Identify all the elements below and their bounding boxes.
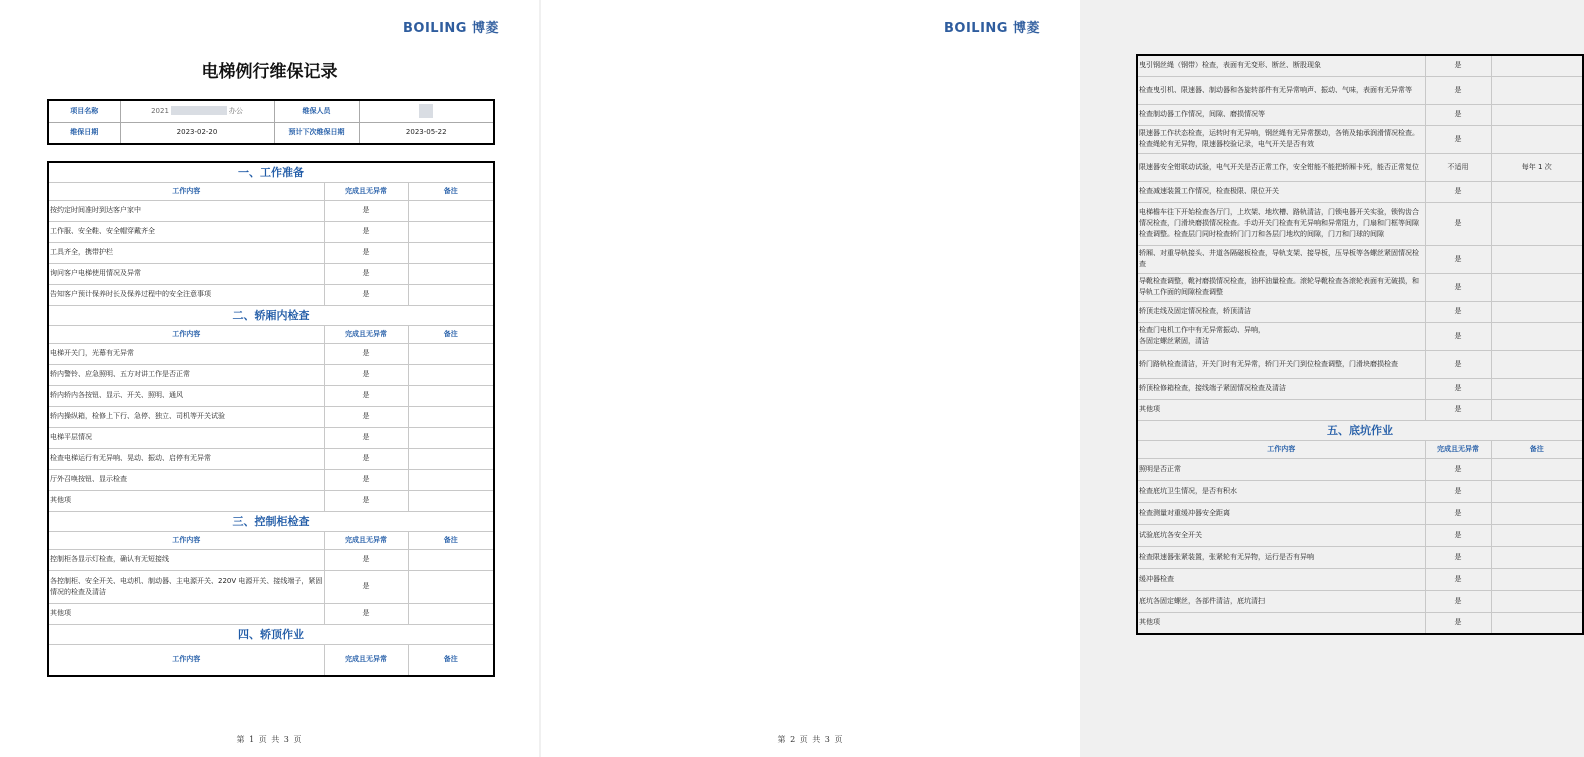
row-result: 是 [1425, 502, 1491, 524]
row-result: 是 [324, 603, 408, 624]
row-result: 是 [324, 200, 408, 221]
row-result: 是 [1425, 399, 1491, 420]
row-note [408, 448, 494, 469]
row-result: 是 [324, 242, 408, 263]
row-note [1491, 546, 1583, 568]
document-page-1 [0, 0, 539, 757]
row-item: 检查测量对重缓冲器安全距离 [1137, 502, 1425, 524]
row-note [408, 343, 494, 364]
result-header: 完成且无异常 [324, 531, 408, 549]
row-item: 轿内警铃、应急照明、五方对讲工作是否正常 [48, 364, 324, 385]
row-result: 不适用 [1425, 153, 1491, 181]
row-result: 是 [324, 385, 408, 406]
table-row [1137, 399, 1583, 420]
row-item: 检查门电机工作中有无异常振动、异响， 各固定螺丝紧固，清洁 [1137, 322, 1425, 350]
note-header: 备注 [1491, 440, 1583, 458]
row-result: 是 [1425, 104, 1491, 125]
maintenance-table-page1 [47, 161, 495, 677]
table-row [48, 263, 494, 284]
table-row [1137, 546, 1583, 568]
section-title-row [48, 624, 494, 644]
row-note [1491, 590, 1583, 612]
row-note [408, 570, 494, 603]
row-item: 底坑各固定螺丝，各部件清洁，底坑清扫 [1137, 590, 1425, 612]
row-item: 控制柜各显示灯检查，确认有无短接线 [48, 549, 324, 570]
section-title-row [1137, 420, 1583, 440]
row-note [1491, 181, 1583, 202]
content-header: 工作内容 [48, 531, 324, 549]
row-item: 其他项 [1137, 399, 1425, 420]
row-result: 是 [1425, 301, 1491, 322]
row-item: 检查限速器张紧装置，张紧轮有无异物，运行是否有异响 [1137, 546, 1425, 568]
row-note [408, 549, 494, 570]
table-row [1137, 590, 1583, 612]
row-result: 是 [1425, 55, 1491, 76]
table-row [48, 603, 494, 624]
row-result: 是 [1425, 181, 1491, 202]
row-result: 是 [324, 284, 408, 305]
table-row [1137, 350, 1583, 378]
table-row [48, 385, 494, 406]
row-note [408, 284, 494, 305]
row-item: 电梯檐车往下开始检查各厅门，上坎架、地坎槽、路轨清洁，门锁电器开关实验，锁钩齿合情况检查，门滑块磨损情况检查。手动开关门检查有无异响和异常阻力，门扇和门框等间隙检查调整。检查层门同时检查轿门门刀和各层门地坎的间隙，门刀和门球的间隙 [1137, 202, 1425, 245]
content-header: 工作内容 [1137, 440, 1425, 458]
table-row [1137, 55, 1583, 76]
row-item: 检查底坑卫生情况，是否有积水 [1137, 480, 1425, 502]
staff-value [359, 100, 494, 122]
row-result: 是 [324, 221, 408, 242]
result-header: 完成且无异常 [324, 644, 408, 676]
row-note [1491, 524, 1583, 546]
row-item: 轿顶检修箱检查，接线端子紧固情况检查及清洁 [1137, 378, 1425, 399]
row-item: 曳引钢丝绳（钢带）检查，表面有无变形、断丝、断股现象 [1137, 55, 1425, 76]
row-result: 是 [1425, 245, 1491, 273]
table-row [1137, 301, 1583, 322]
row-note [1491, 568, 1583, 590]
column-header-row [1137, 440, 1583, 458]
date-value: 2023-02-20 [120, 122, 274, 144]
row-item: 各控制柜、安全开关、电动机、制动器、主电源开关、220V 电源开关、接线端子，紧固情况的检查及清洁 [48, 570, 324, 603]
row-note [408, 469, 494, 490]
row-note [1491, 378, 1583, 399]
row-item: 照明是否正常 [1137, 458, 1425, 480]
row-result: 是 [1425, 524, 1491, 546]
note-header: 备注 [408, 644, 494, 676]
row-item: 检查电梯运行有无异响、晃动、振动、启停有无异常 [48, 448, 324, 469]
row-note [1491, 480, 1583, 502]
row-item: 厅外召唤按钮、显示检查 [48, 469, 324, 490]
info-table [47, 99, 495, 145]
result-header: 完成且无异常 [324, 182, 408, 200]
document-page-2 [541, 0, 1552, 757]
row-note [1491, 202, 1583, 245]
row-note [1491, 502, 1583, 524]
table-row [1137, 524, 1583, 546]
row-note [1491, 612, 1583, 634]
row-result: 是 [1425, 76, 1491, 104]
row-item: 其他项 [1137, 612, 1425, 634]
row-result: 是 [324, 263, 408, 284]
row-note [408, 385, 494, 406]
row-result: 是 [1425, 125, 1491, 153]
content-header: 工作内容 [48, 325, 324, 343]
row-item: 限速器安全钳联动试验，电气开关是否正常工作，安全钳能不能把轿厢卡死，能否正常复位 [1137, 153, 1425, 181]
row-result: 是 [324, 469, 408, 490]
row-note [1491, 76, 1583, 104]
row-item: 轿内轿内各按钮、显示、开关、照明、通风 [48, 385, 324, 406]
row-note [1491, 458, 1583, 480]
row-note [408, 221, 494, 242]
row-note: 每年 1 次 [1491, 153, 1583, 181]
table-row [48, 490, 494, 511]
table-row [48, 448, 494, 469]
column-header-row [48, 182, 494, 200]
table-row [1137, 76, 1583, 104]
date-label: 维保日期 [48, 122, 120, 144]
row-item: 工具齐全，携带护栏 [48, 242, 324, 263]
note-header: 备注 [408, 182, 494, 200]
info-row [48, 100, 494, 122]
table-row [1137, 502, 1583, 524]
project-value-suffix: 办公 [228, 106, 243, 115]
row-note [408, 406, 494, 427]
row-result: 是 [324, 406, 408, 427]
table-row [1137, 181, 1583, 202]
table-row [48, 570, 494, 603]
table-row [1137, 322, 1583, 350]
column-header-row [48, 325, 494, 343]
result-header: 完成且无异常 [324, 325, 408, 343]
row-note [1491, 125, 1583, 153]
row-item: 检查减速装置工作情况，检查极限、限位开关 [1137, 181, 1425, 202]
row-note [408, 200, 494, 221]
section-title-row [48, 162, 494, 182]
row-item: 其他项 [48, 603, 324, 624]
table-row [1137, 458, 1583, 480]
table-row [1137, 153, 1583, 181]
row-note [408, 242, 494, 263]
row-item: 按约定时间准时到达客户家中 [48, 200, 324, 221]
row-result: 是 [1425, 546, 1491, 568]
row-result: 是 [1425, 273, 1491, 301]
table-row [48, 284, 494, 305]
row-result: 是 [1425, 322, 1491, 350]
page-footer: 第 2 页 共 3 页 [777, 735, 844, 744]
staff-label: 维保人员 [274, 100, 359, 122]
row-item: 导靴检查调整，靴衬磨损情况检查，油杯油量检查。滚轮导靴检查各滚轮表面有无破损，和导轨工作面的间隙检查调整 [1137, 273, 1425, 301]
row-item: 告知客户预计保养时长及保养过程中的安全注意事项 [48, 284, 324, 305]
project-value [120, 100, 274, 122]
section-title-row [48, 511, 494, 531]
section-title: 三、控制柜检查 [48, 511, 494, 531]
row-item: 轿门路轨检查清洁，开关门时有无异常，轿门开关门到位检查调整，门滑块磨损检查 [1137, 350, 1425, 378]
table-row [1137, 378, 1583, 399]
row-result: 是 [324, 549, 408, 570]
maintenance-table-page2 [1136, 54, 1584, 635]
row-item: 询问客户电梯使用情况及异常 [48, 263, 324, 284]
row-result: 是 [1425, 202, 1491, 245]
row-note [1491, 245, 1583, 273]
section-title-row [48, 305, 494, 325]
table-row [48, 221, 494, 242]
note-header: 备注 [408, 531, 494, 549]
row-result: 是 [324, 490, 408, 511]
project-value-prefix: 2021 [151, 106, 169, 115]
content-header: 工作内容 [48, 182, 324, 200]
row-item: 检查制动器工作情况，间隙、磨损情况等 [1137, 104, 1425, 125]
table-row [48, 242, 494, 263]
table-row [1137, 125, 1583, 153]
row-item: 试验底坑各安全开关 [1137, 524, 1425, 546]
row-result: 是 [1425, 458, 1491, 480]
column-header-row [48, 644, 494, 676]
row-result: 是 [1425, 350, 1491, 378]
section-title: 二、轿厢内检查 [48, 305, 494, 325]
row-item: 其他项 [48, 490, 324, 511]
row-item: 工作服、安全鞋、安全帽穿戴齐全 [48, 221, 324, 242]
column-header-row [48, 531, 494, 549]
row-note [408, 263, 494, 284]
row-result: 是 [324, 427, 408, 448]
row-note [408, 603, 494, 624]
section-title: 一、工作准备 [48, 162, 494, 182]
row-note [1491, 399, 1583, 420]
page-footer: 第 1 页 共 3 页 [236, 735, 303, 744]
table-row [48, 406, 494, 427]
note-header: 备注 [408, 325, 494, 343]
document-title: 电梯例行维保记录 [201, 62, 338, 82]
row-result: 是 [1425, 378, 1491, 399]
row-note [1491, 350, 1583, 378]
table-row [1137, 245, 1583, 273]
row-note [408, 490, 494, 511]
table-row [1137, 568, 1583, 590]
row-result: 是 [324, 364, 408, 385]
row-result: 是 [324, 343, 408, 364]
section-title: 四、轿顶作业 [48, 624, 494, 644]
table-row [48, 200, 494, 221]
row-note [408, 364, 494, 385]
redacted-block [419, 104, 433, 118]
table-row [48, 549, 494, 570]
table-row [1137, 480, 1583, 502]
brand-logo: BOILING 博菱 [403, 21, 499, 36]
row-item: 电梯开关门，光幕有无异常 [48, 343, 324, 364]
section-title: 五、底坑作业 [1137, 420, 1583, 440]
row-note [1491, 322, 1583, 350]
next-date-label: 预计下次维保日期 [274, 122, 359, 144]
table-row [1137, 273, 1583, 301]
brand-logo: BOILING 博菱 [944, 21, 1040, 36]
row-item: 轿内操纵箱，检修上下行、急停、独立、司机等开关试验 [48, 406, 324, 427]
row-item: 限速器工作状态检查，运转时有无异响，钢丝绳有无异常摆动，各销及轴承润滑情况检查。检查绳轮有无异物，限速器校验记录，电气开关是否有效 [1137, 125, 1425, 153]
table-row [48, 364, 494, 385]
info-row [48, 122, 494, 144]
row-note [1491, 301, 1583, 322]
table-row [48, 427, 494, 448]
next-date-value: 2023-05-22 [359, 122, 494, 144]
project-label: 项目名称 [48, 100, 120, 122]
row-result: 是 [324, 448, 408, 469]
table-row [1137, 612, 1583, 634]
content-header: 工作内容 [48, 644, 324, 676]
redacted-block [171, 106, 227, 115]
result-header: 完成且无异常 [1425, 440, 1491, 458]
row-result: 是 [1425, 612, 1491, 634]
row-result: 是 [324, 570, 408, 603]
row-note [1491, 273, 1583, 301]
row-result: 是 [1425, 480, 1491, 502]
table-row [48, 343, 494, 364]
row-note [1491, 104, 1583, 125]
row-note [408, 427, 494, 448]
row-item: 缓冲器检查 [1137, 568, 1425, 590]
table-row [48, 469, 494, 490]
row-item: 检查曳引机、限速器、制动器和各旋转部件有无异常响声、振动、气味，表面有无异常等 [1137, 76, 1425, 104]
row-item: 轿厢、对重导轨接头、井道各隔磁板检查，导轨支架、接导板，压导板等各螺丝紧固情况检查 [1137, 245, 1425, 273]
row-note [1491, 55, 1583, 76]
row-result: 是 [1425, 590, 1491, 612]
row-result: 是 [1425, 568, 1491, 590]
row-item: 电梯平层情况 [48, 427, 324, 448]
row-item: 轿顶走线及固定情况检查，轿顶清洁 [1137, 301, 1425, 322]
table-row [1137, 202, 1583, 245]
table-row [1137, 104, 1583, 125]
